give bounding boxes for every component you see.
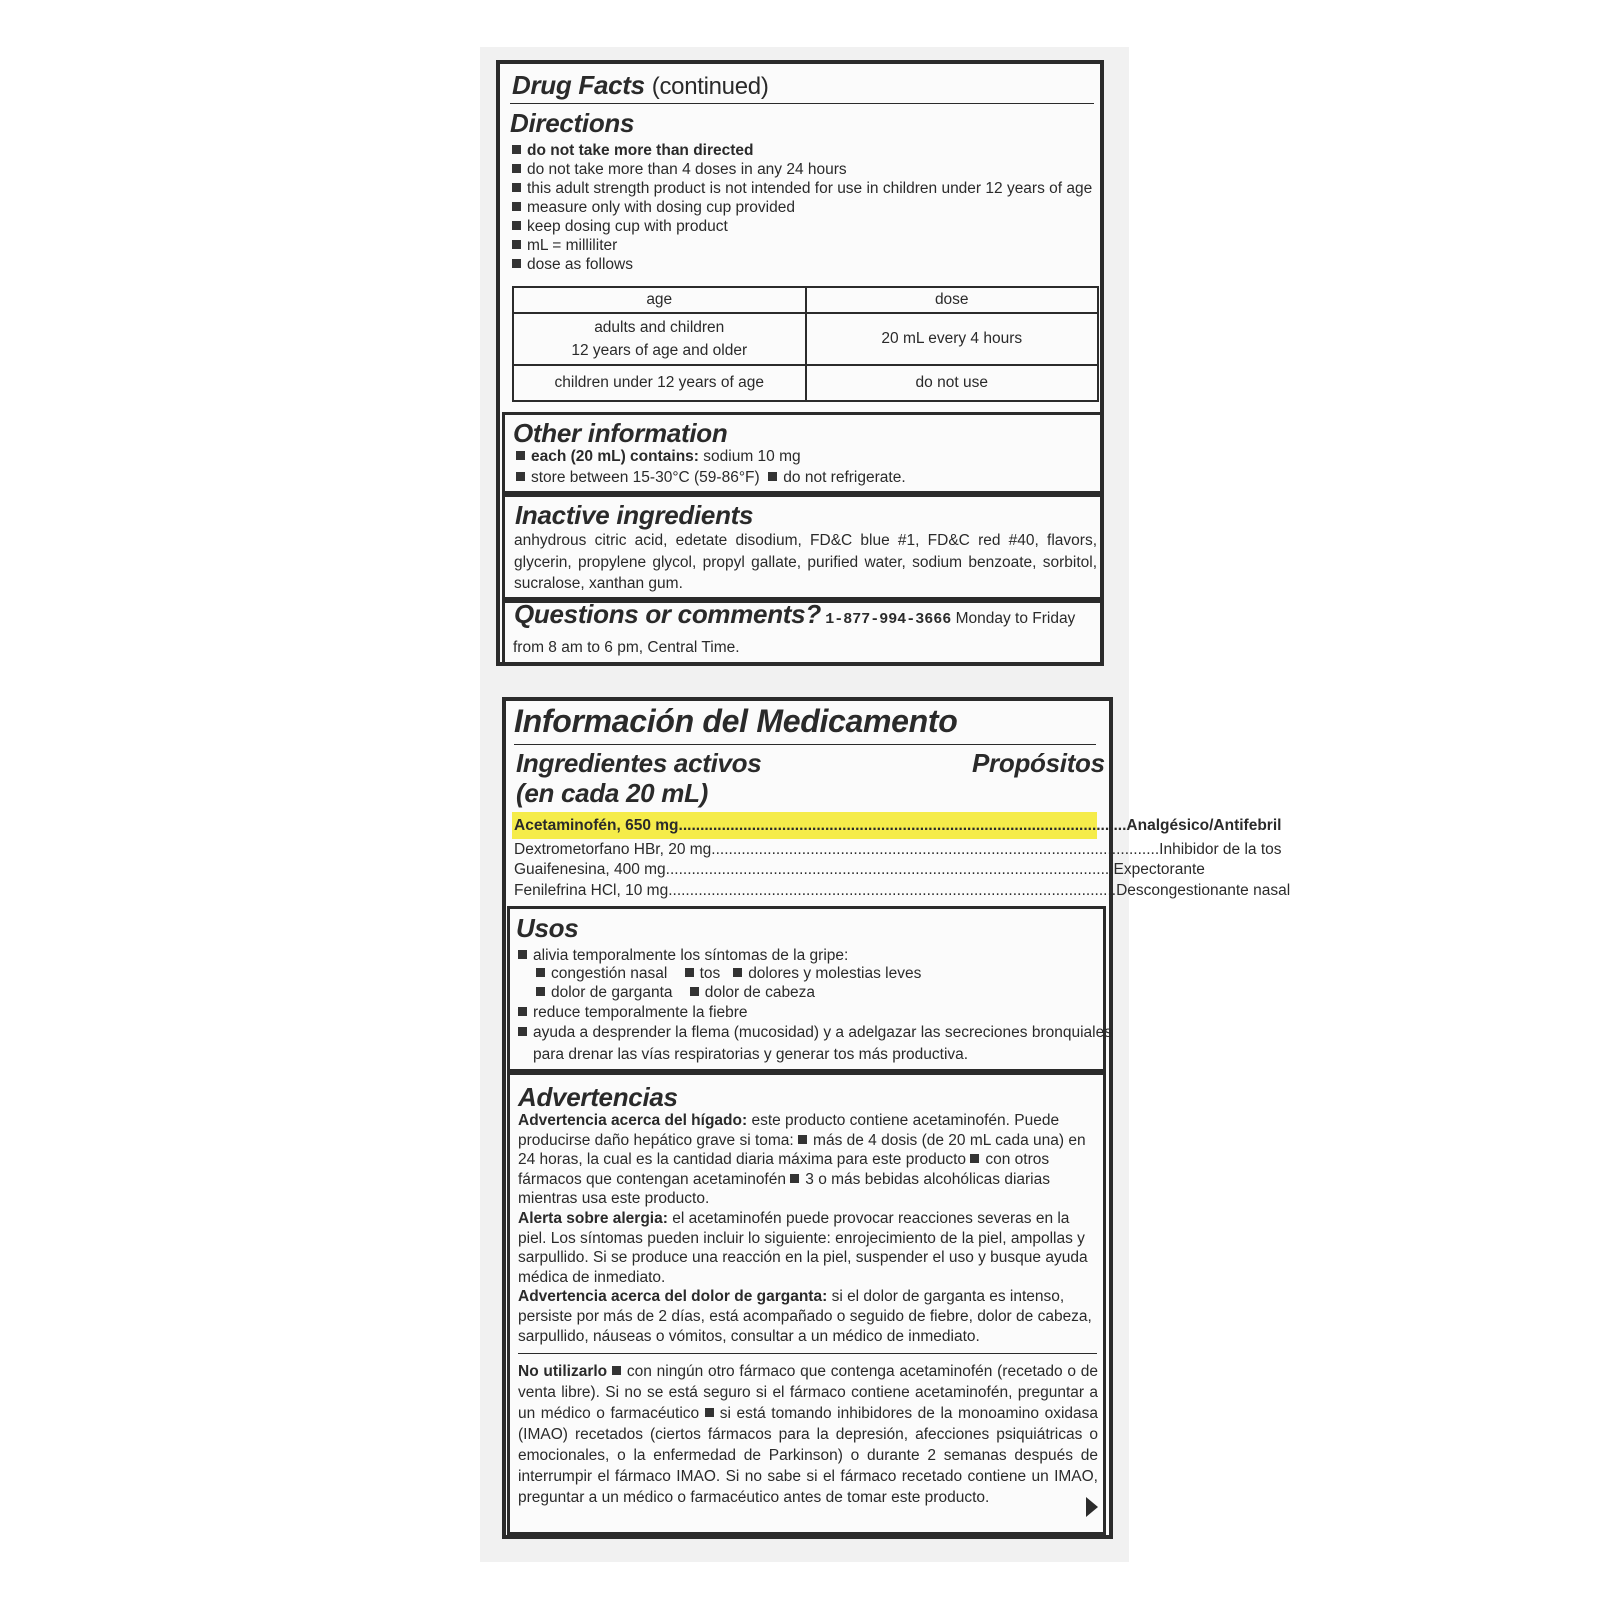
usos-item-continued: para drenar las vías respiratorias y generar tos más productiva. xyxy=(533,1046,969,1063)
dosage-dose-cell: do not use xyxy=(806,365,1099,401)
dosage-table xyxy=(512,286,1099,402)
dosage-header-age: age xyxy=(513,287,806,313)
list-item: keep dosing cup with product xyxy=(512,217,1092,236)
bullet-icon xyxy=(705,1408,714,1417)
bullet-icon xyxy=(518,1007,527,1016)
informacion-title: Información del Medicamento xyxy=(514,703,958,739)
usos-heading: Usos xyxy=(516,913,579,943)
list-item: this adult strength product is not intended for use in children under 12 years of age xyxy=(512,179,1092,198)
other-information-heading: Other information xyxy=(513,418,728,448)
bullet-icon xyxy=(512,259,521,268)
list-item: measure only with dosing cup provided xyxy=(512,198,1092,217)
directions-heading: Directions xyxy=(510,108,635,138)
dosage-header-dose: dose xyxy=(806,287,1099,313)
bullet-icon xyxy=(970,1154,979,1163)
leader-dots: ........................................................................................................ xyxy=(711,841,1160,858)
leader-dots: ........................................................................................................ xyxy=(678,817,1127,834)
other-info-item: each (20 mL) contains: sodium 10 mg xyxy=(516,447,801,466)
bullet-icon xyxy=(512,145,521,154)
usos-item: reduce temporalmente la fiebre xyxy=(518,1003,748,1022)
bullet-icon xyxy=(516,451,525,460)
section-rule xyxy=(518,1353,1097,1354)
bullet-icon xyxy=(690,987,699,996)
usos-subitems: dolor de garganta dolor de cabeza xyxy=(536,983,815,1002)
list-item: mL = milliliter xyxy=(512,236,1092,255)
dosage-age-cell: children under 12 years of age xyxy=(513,365,806,401)
bullet-icon xyxy=(612,1366,621,1375)
bullet-icon xyxy=(536,987,545,996)
ingredient-row: Dextrometorfano HBr, 20 mg ........................................................................................................ Inhibidor de la tos xyxy=(514,841,1282,858)
bullet-icon xyxy=(512,164,521,173)
title-rule xyxy=(514,744,1096,745)
advertencias-text: Advertencia acerca del hígado: este producto contiene acetaminofén. Puede producirse daño hepático grave si toma: más de 4 dosis (de 20 mL cada una) en 24 horas, la cual es la cantidad diaria máxima para este producto con otros fármacos que contengan acetaminofén 3 o más bebidas alcohólicas diarias mientras usa este producto. Alerta sobre alergia: el acetaminofén puede provocar reacciones severas en la piel. Los síntomas pueden incluir lo siguiente: enrojecimiento de la piel, ampollas y sarpullido. Si se produce una reacción en la piel, suspender el uso y busque ayuda médica de inmediato. Advertencia acerca del dolor de garganta: si el dolor de garganta es intenso, persiste por más de 2 días, está acompañado o seguido de fiebre, dolor de cabeza, sarpullido, náuseas o vómitos, consultar a un médico de inmediato. xyxy=(518,1112,1092,1345)
list-item: dose as follows xyxy=(512,255,1092,274)
bullet-icon xyxy=(512,240,521,249)
leader-dots: ........................................................................................................ xyxy=(668,882,1117,899)
usos-item: alivia temporalmente los síntomas de la gripe: xyxy=(518,946,848,965)
propositos-heading: Propósitos xyxy=(972,748,1105,778)
bullet-icon xyxy=(798,1135,807,1144)
bullet-icon xyxy=(685,968,694,977)
bullet-icon xyxy=(518,1027,527,1036)
bullet-icon xyxy=(516,472,525,481)
phone-number: 1-877-994-3666 xyxy=(825,611,952,628)
no-utilizarlo-text: No utilizarlo con ningún otro fármaco que contenga acetaminofén (recetado o de venta libre). Si no se está seguro si el fármaco contiene acetaminofén, preguntar a un médico o farmacéutico si está tomando inhibidores de la monoamino oxidasa (IMAO) recetados (ciertos fármacos para la depresión, afecciones psiquiátricas o emocionales, o la enfermedad de Parkinson) o durante 2 semanas después de interrumpir el fármaco IMAO. Si no sabe si el fármaco recetado contiene un IMAO, preguntar a un médico o farmacéutico antes de tomar este producto. xyxy=(518,1363,1099,1506)
ingredient-row: Acetaminofén, 650 mg ........................................................................................................ Analgésico/Antifebril xyxy=(514,817,1282,834)
bullet-icon xyxy=(790,1174,799,1183)
questions-line2: from 8 am to 6 pm, Central Time. xyxy=(513,639,740,656)
ingredient-row: Guaifenesina, 400 mg ........................................................................................................ Expectorante xyxy=(514,861,1205,878)
directions-list xyxy=(512,141,1092,274)
bullet-icon xyxy=(536,968,545,977)
dosage-dose-cell: 20 mL every 4 hours xyxy=(806,313,1099,365)
advertencias-heading: Advertencias xyxy=(518,1082,678,1112)
bullet-icon xyxy=(518,950,527,959)
bullet-icon xyxy=(733,968,742,977)
continue-arrow-icon xyxy=(1086,1497,1098,1517)
ingredient-row: Fenilefrina HCl, 10 mg ........................................................................................................ Descongestionante nasal xyxy=(514,882,1291,899)
drug-facts-continued: (continued) xyxy=(651,73,769,100)
bullet-icon xyxy=(768,472,777,481)
bullet-icon xyxy=(512,202,521,211)
drug-facts-title: Drug Facts (continued) xyxy=(512,70,769,100)
usos-subitems: congestión nasal tos dolores y molestias leves xyxy=(536,964,921,983)
inactive-ingredients-text: anhydrous citric acid, edetate disodium, FD&C blue #1, FD&C red #40, flavors, glycerin, propylene glycol, propyl gallate, purified water, sodium benzoate, sorbitol, sucralose, xanthan gum. xyxy=(514,532,1097,592)
bullet-icon xyxy=(512,183,521,192)
list-item: do not take more than 4 doses in any 24 hours xyxy=(512,160,1092,179)
bullet-icon xyxy=(512,221,521,230)
leader-dots: ........................................................................................................ xyxy=(665,861,1114,878)
questions-heading: Questions or comments? xyxy=(514,599,821,629)
ingredientes-heading: Ingredientes activos (en cada 20 mL) xyxy=(516,748,762,808)
usos-item: ayuda a desprender la flema (mucosidad) y a adelgazar las secreciones bronquiales xyxy=(518,1023,1112,1042)
questions-line1: Questions or comments? 1-877-994-3666 Monday to Friday xyxy=(514,599,1076,629)
other-info-item: store between 15-30°C (59-86°F) do not refrigerate. xyxy=(516,468,906,487)
inactive-ingredients-heading: Inactive ingredients xyxy=(515,500,754,530)
dosage-age-cell: adults and children 12 years of age and older xyxy=(513,313,806,365)
list-item: do not take more than directed xyxy=(512,141,1092,160)
title-rule xyxy=(510,103,1094,104)
